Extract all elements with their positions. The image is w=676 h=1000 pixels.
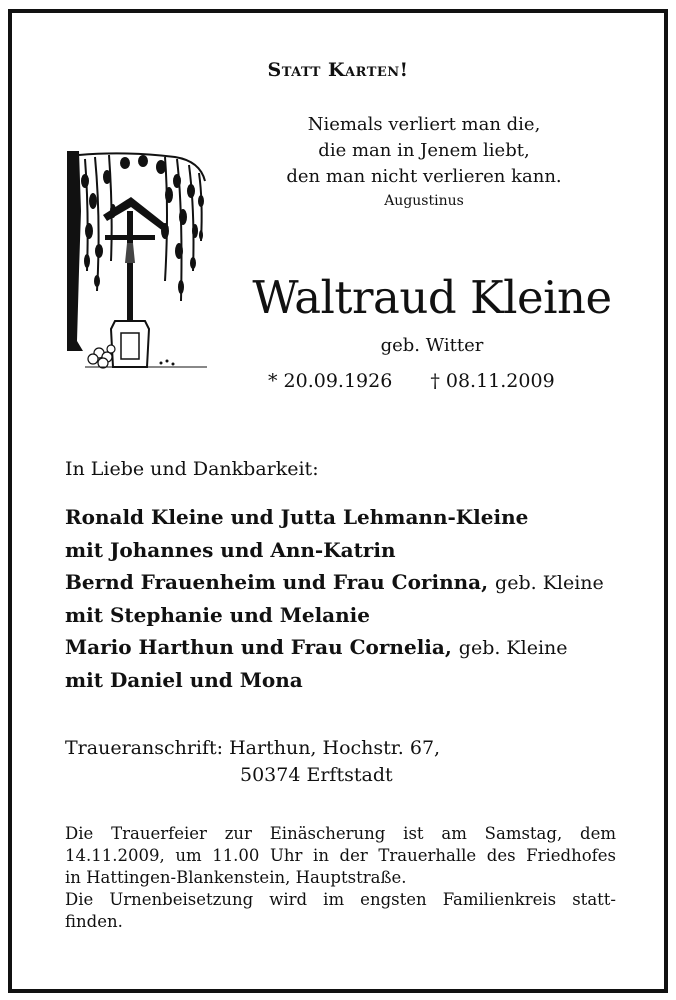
mourner-line: Bernd Frauenheim und Frau Corinna, geb. Kleine: [65, 570, 604, 594]
life-dates: [268, 370, 555, 392]
birth-name: geb. Witter: [380, 335, 484, 356]
deceased-name: Waltraud Kleine: [252, 271, 612, 324]
mourner-line: mit Johannes und Ann-Katrin: [65, 538, 396, 562]
ceremony-line: Die Urnenbeisetzung wird im engsten Familienkreis statt-: [65, 890, 616, 909]
quote-author: Augustinus: [384, 193, 464, 209]
willow-tree-cross-icon: [65, 151, 207, 369]
maiden-name-note: geb. Kleine: [458, 637, 568, 659]
ceremony-info: [65, 823, 616, 933]
quote-line-3: den man nicht verlieren kann.: [286, 166, 562, 187]
mourner-line: Mario Harthun und Frau Cornelia, geb. Kleine: [65, 635, 568, 659]
mourner-line: Ronald Kleine und Jutta Lehmann-Kleine: [65, 505, 529, 529]
heading: Statt Karten!: [267, 59, 409, 81]
ceremony-line: in Hattingen-Blankenstein, Hauptstraße.: [65, 868, 407, 887]
mourning-address-line-1: Traueranschrift: Harthun, Hochstr. 67,: [65, 737, 441, 759]
ceremony-line: finden.: [65, 912, 123, 931]
mourner-line: mit Daniel und Mona: [65, 668, 303, 692]
mourner-line: mit Stephanie und Melanie: [65, 603, 370, 627]
ceremony-line: 14.11.2009, um 11.00 Uhr in der Trauerhalle des Friedhofes: [65, 846, 616, 865]
obituary-notice: [8, 9, 668, 993]
death-date: † 08.11.2009: [430, 370, 555, 392]
birth-date: * 20.09.1926: [268, 370, 393, 392]
quote-line-2: die man in Jenem liebt,: [318, 140, 530, 161]
quote-line-1: Niemals verliert man die,: [307, 114, 541, 135]
intro-line: In Liebe und Dankbarkeit:: [65, 458, 319, 480]
mourning-address-line-2: 50374 Erftstadt: [240, 764, 393, 786]
maiden-name-note: geb. Kleine: [495, 572, 604, 594]
ceremony-line: Die Trauerfeier zur Einäscherung ist am Samstag, dem: [65, 824, 616, 843]
